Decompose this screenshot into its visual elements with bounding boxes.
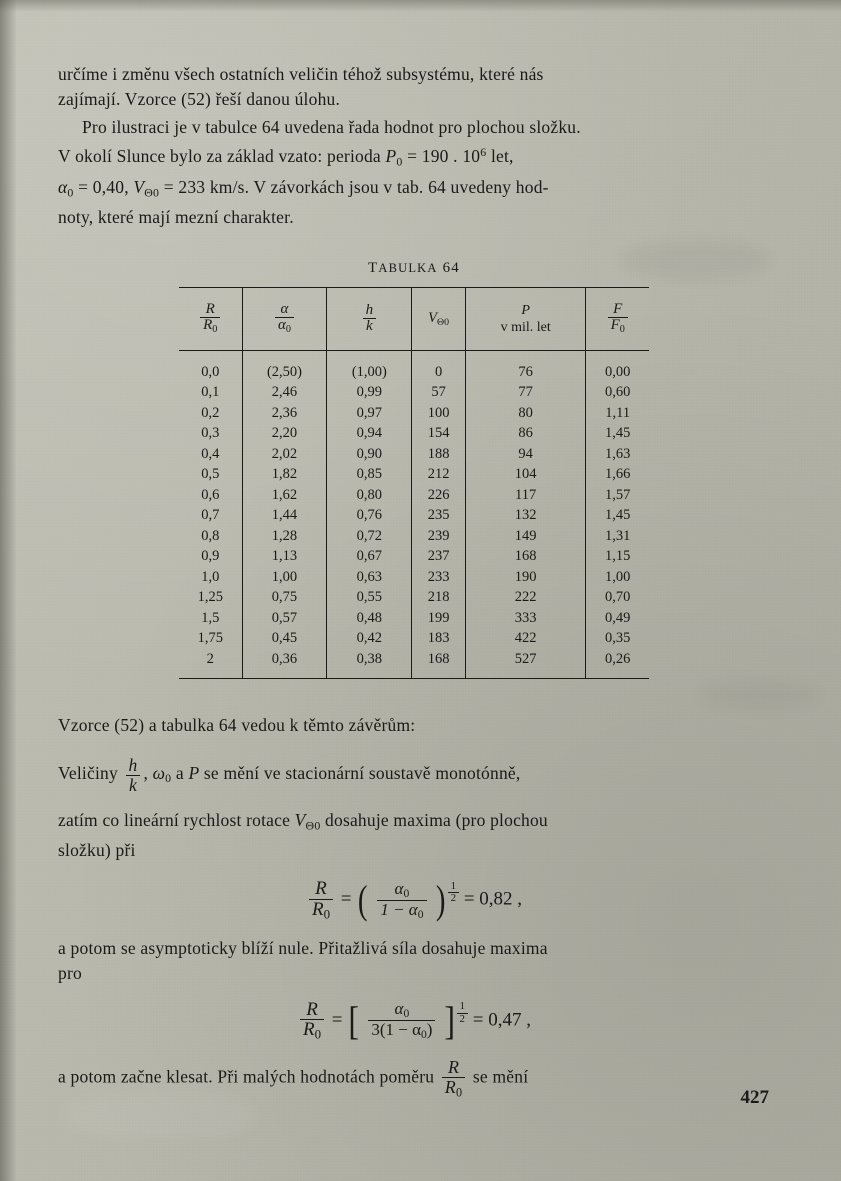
formula-1-lhs-num: R [315,878,327,900]
formula-2-lhs [300,1000,324,1042]
table-cell: 1,82 [242,464,327,485]
table-cell: 188 [412,444,466,465]
table-cell: 86 [465,423,586,444]
p5-text-b: dosahuje maxima (pro plochou [325,810,548,831]
table-cell: 183 [412,628,466,649]
table-cell: 1,31 [586,526,649,547]
table-cell: 132 [465,505,586,526]
formula-2-bracket-close: ] [444,997,456,1043]
table-cell: 239 [412,526,466,547]
table-cell: 422 [465,628,586,649]
table-cell: 1,11 [586,403,649,424]
table-cell: 0,45 [242,628,327,649]
p2-l2-text-d: = 190 . 10 [407,146,481,167]
table-cell: 237 [412,546,466,567]
table-row [179,587,649,608]
symbol-omega-subscript: 0 [165,771,172,786]
table-cell: 0,35 [586,628,649,649]
p7-text-a: a potom začne klesat. Při malých hodnotách poměru [58,1066,435,1087]
table-cell: 0,99 [327,382,412,403]
table-cell: 0,2 [201,404,220,421]
table-row [179,423,649,444]
column-header-R-over-R0 [179,288,242,351]
p6-text-b: pro [58,962,82,983]
p7-text-b: se mění [472,1066,529,1087]
table-cell: 168 [412,649,466,679]
table-cell: 149 [465,526,586,547]
page-number: 427 [740,1087,769,1108]
header-num: α [280,300,289,317]
f3-den: $R_0$ [442,1077,466,1099]
table-cell: 1,45 [586,423,649,444]
table-cell: 0,6 [201,486,220,503]
formula-1-result: = 0,82 , [463,888,523,910]
header-P: P [521,302,530,318]
symbol-P-2: P [188,763,200,784]
formula-2-lhs-num: R [306,998,318,1020]
formula-2-result: = 0,47 , [472,1008,531,1030]
table-cell: 0,49 [586,608,649,629]
paragraph-5-line-2 [58,838,770,863]
page-top-shadow [0,0,841,12]
table-cell: 218 [412,587,466,608]
header-den: $\alpha_0$ [275,317,294,336]
table-cell: 1,44 [242,505,327,526]
symbol-P: P [385,146,397,167]
formula-1-paren-open: ( [358,877,368,923]
table-cell: 0,70 [586,587,649,608]
table-cell: 0,97 [327,403,412,424]
table-cell: 94 [465,444,586,465]
header-fraction [200,302,220,336]
table-cell: 1,75 [197,630,223,647]
header-fraction [363,303,377,336]
table-cell: 0,55 [327,587,412,608]
fraction-h-over-k [126,756,141,794]
table-cell: 80 [465,403,586,424]
table-cell: 0 [412,350,466,382]
table-cell: 222 [465,587,586,608]
symbol-V: V [133,176,145,197]
table-body [179,350,649,678]
paragraph-2-line-2 [58,140,770,175]
table-cell: 154 [412,423,466,444]
formula-2-equals: = [331,1008,343,1030]
table-cell: 1,13 [242,546,327,567]
p4-text-c: a [175,763,184,784]
table-row [179,403,649,424]
page-left-shadow [0,0,16,1181]
column-header-F-over-F0 [586,288,649,351]
table-cell: 0,7 [201,507,220,524]
p6-text-a: a potom se asymptoticky blíží nule. Přitažlivá síla dosahuje maxima [58,937,548,958]
table-row [179,485,649,506]
table-header-row [179,288,649,351]
p2-l2-text-f: let, [490,146,514,167]
table-cell: (1,00) [327,350,412,382]
table-cell: 0,72 [327,526,412,547]
header-den: $F_0$ [608,317,628,336]
table-cell: 2,46 [242,382,327,403]
table-cell: 0,57 [242,608,327,629]
table-row [179,350,649,382]
formula-2 [58,997,770,1043]
header-P-unit: v mil. let [500,319,551,335]
table-cell: 1,66 [586,464,649,485]
table-cell: 0,36 [242,649,327,679]
table-row [179,608,649,629]
table-cell: 1,45 [586,505,649,526]
table-cell: 1,00 [242,567,327,588]
table-cell: 0,85 [327,464,412,485]
table-cell: 1,15 [586,546,649,567]
p5-text-c: složku) při [58,840,136,861]
fraction-h: h [128,755,138,776]
table-cell: 0,26 [586,649,649,679]
column-header-alpha-over-alpha0 [242,288,327,351]
header-V-subscript: Θ0 [437,316,450,328]
paragraph-6 [58,936,770,961]
column-header-h-over-k [327,288,412,351]
formula-1-inner-den: $1 - \alpha_0$ [377,900,426,921]
symbol-V-subscript: Θ0 [144,184,160,199]
formula-1-inner-num: $\alpha_0$ [394,878,410,900]
paragraph-5 [58,808,770,838]
formula-1-equals: = [340,888,352,910]
table-cell: 1,0 [201,568,220,585]
symbol-V-2-subscript: Θ0 [305,818,321,833]
table-cell: 0,8 [201,527,220,544]
table-cell: 0,4 [201,445,220,462]
header-fraction [608,302,628,336]
p5-text-a: zatím co lineární rychlost rotace [58,810,291,831]
table-cell: (2,50) [242,350,327,382]
table-cell: 0,42 [327,628,412,649]
paragraph-2-line-1: Pro ilustraci je v tabulce 64 uvedena řada hodnot pro plochou složku. [82,117,581,137]
header-two-line [466,302,586,336]
fraction-k: k [126,775,141,794]
paragraph-4 [58,756,770,794]
column-header-V-theta0 [412,288,466,351]
paragraph-6-line-2 [58,961,770,986]
table-cell: 0,9 [201,548,220,565]
table-row [179,444,649,465]
table-cell: 168 [465,546,586,567]
paragraph-1-line-2 [58,87,770,112]
paragraph-3 [58,713,770,738]
formula-2-inner-num: $\alpha_0$ [394,998,410,1020]
table-caption [58,260,770,277]
table-cell: 1,63 [586,444,649,465]
table-row [179,526,649,547]
paragraph-1-line-2-text: zajímají. Vzorce (52) řeší danou úlohu. [58,89,341,109]
table-cell: 0,75 [242,587,327,608]
paragraph-2-line-4 [58,205,770,230]
p4-text-a: Veličiny [58,763,118,784]
table-row [179,464,649,485]
table-cell: 1,00 [586,567,649,588]
symbol-omega: ω [152,763,166,784]
formula-2-bracket-open: [ [348,997,360,1043]
header-den: k [363,318,377,335]
table-64-grid [179,288,649,679]
table-cell: 0,80 [327,485,412,506]
table-cell: 0,48 [327,608,412,629]
paragraph-3-text: Vzorce (52) a tabulka 64 vedou k těmto závěrům: [58,715,416,736]
table-caption-number: 64 [442,259,461,276]
table-cell: 2,02 [242,444,327,465]
p2-l3-text-f: = 233 km/s. V závorkách jsou v tab. 64 uvedeny hod- [163,176,549,197]
symbol-P-subscript: 0 [396,154,403,169]
table-cell: 0,90 [327,444,412,465]
table-caption-rest: ABULKA [378,260,438,275]
exponent-6: 6 [480,145,487,159]
table-cell: 0,0 [201,363,220,380]
table-cell: 0,67 [327,546,412,567]
table-cell: 2,36 [242,403,327,424]
table-cell: 117 [465,485,586,506]
formula-1-exponent: $\frac{1}{2}$ [448,881,460,905]
paragraph-1-line-1: určíme i změnu všech ostatních veličin téhož subsystému, které nás [58,64,544,84]
fraction-R-over-R0 [442,1058,466,1099]
table-cell: 100 [412,403,466,424]
header-num: h [365,301,374,318]
table-cell: 77 [465,382,586,403]
symbol-V-2: V [294,810,306,831]
header-num: R [205,300,215,317]
formula-2-exponent: $\frac{1}{2}$ [457,1001,469,1025]
paragraph-7 [58,1058,770,1099]
table-cell: 1,62 [242,485,327,506]
table-row [179,649,649,679]
table-cell: 0,38 [327,649,412,679]
table-cell: 212 [412,464,466,485]
table-cell: 2 [206,650,214,667]
table-cell: 104 [465,464,586,485]
symbol-alpha-subscript: 0 [67,184,74,199]
table-cell: 1,57 [586,485,649,506]
p2-l4-text: noty, které mají mezní charakter. [58,206,294,227]
table-row [179,628,649,649]
table-caption-prefix: T [367,259,379,276]
formula-2-lhs-den: $R_0$ [300,1019,324,1041]
table-cell: 0,00 [586,350,649,382]
table-cell: 1,28 [242,526,327,547]
table-cell: 233 [412,567,466,588]
header-den: $R_0$ [200,317,220,336]
header-num: F [613,300,623,317]
paragraph-2-line-3 [58,175,770,205]
paragraph-2 [58,115,770,230]
table-cell: 235 [412,505,466,526]
formula-2-inner-fraction [368,1000,435,1042]
table-cell: 57 [412,382,466,403]
table-row [179,382,649,403]
table-cell: 0,76 [327,505,412,526]
symbol-alpha: α [58,176,68,197]
table-cell: 0,63 [327,567,412,588]
table-cell: 226 [412,485,466,506]
table-cell: 527 [465,649,586,679]
p2-l3-text-c: = 0,40, [78,176,129,197]
table-cell: 190 [465,567,586,588]
table-header [179,288,649,351]
table-cell: 2,20 [242,423,327,444]
table-row [179,546,649,567]
formula-2-inner-den: $3(1 - \alpha_0)$ [368,1020,435,1041]
table-cell: 1,5 [201,609,220,626]
table-row [179,505,649,526]
column-header-P-mil-let [465,288,586,351]
document-body [58,62,770,1099]
table-bottom-rule [179,678,649,679]
table-cell: 333 [465,608,586,629]
header-fraction [275,302,294,336]
table-cell: 76 [465,350,586,382]
table-cell: 199 [412,608,466,629]
f3-num: R [447,1056,460,1077]
p4-comma: , [143,763,149,784]
table-64 [179,287,649,680]
table-row [179,567,649,588]
formula-1-lhs-den: $R_0$ [309,899,333,921]
header-V: V [428,309,438,326]
table-cell: 0,5 [201,466,220,483]
formula-1-paren-close: ) [436,877,446,923]
table-cell: 0,60 [586,382,649,403]
formula-1 [58,879,770,921]
formula-1-lhs [309,879,333,921]
table-cell: 0,94 [327,423,412,444]
table-cell: 1,25 [197,589,223,606]
table-cell: 0,3 [201,425,220,442]
formula-1-inner-fraction [377,880,426,922]
p4-text-d: se mění ve stacionární soustavě monotónně, [203,763,521,784]
table-cell: 0,1 [201,384,220,401]
p2-l2-text-a: V okolí Slunce bylo za základ vzato: perioda [58,146,381,167]
paragraph-1 [58,62,770,112]
